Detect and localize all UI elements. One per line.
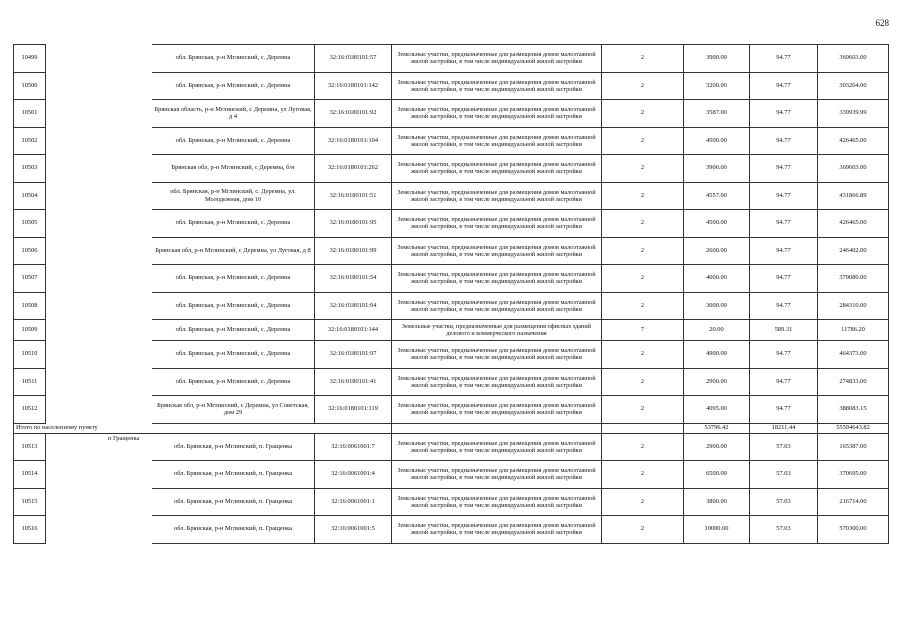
- address-cell: Брянская обл, р-н Мглинский, с Деремна, ул Советская, дом 29: [152, 396, 315, 424]
- land-use-cell: Земельные участки, предназначенные для размещения домов малоэтажной жилой застройки, в том числе индивидуальной жилой застройки: [392, 210, 602, 238]
- rate-cell: 94.77: [750, 72, 818, 100]
- cadastral-number-cell: 32:16:0061001:7: [315, 433, 392, 461]
- rate-cell: 57.03: [750, 488, 818, 516]
- spacer-cell: [46, 100, 152, 128]
- cadastral-value-cell: 165387.00: [818, 433, 889, 461]
- address-cell: обл. Брянская, р-н Мглинский, с. Деремна: [152, 368, 315, 396]
- area-cell: 20.00: [684, 320, 750, 341]
- address-cell: обл. Брянская, р-н Мглинский, с. Деремна: [152, 127, 315, 155]
- group-cell: 2: [602, 127, 684, 155]
- row-number: 10509: [14, 320, 46, 341]
- address-cell: обл. Брянская, р-н Мглинский, п. Гращенка: [152, 516, 315, 544]
- land-use-cell: Земельные участки, предназначенные для размещения домов малоэтажной жилой застройки, в том числе индивидуальной жилой застройки: [392, 292, 602, 320]
- table-row: [14, 127, 889, 155]
- cadastral-value-cell: 369603.00: [818, 155, 889, 183]
- area-cell: 3000.00: [684, 292, 750, 320]
- spacer-cell: [46, 210, 152, 238]
- cadastral-number-cell: 32:16:0180101:94: [315, 292, 392, 320]
- address-cell: Брянская обл, р-н Мглинский, с Деремна, б/н: [152, 155, 315, 183]
- area-cell: 4500.00: [684, 127, 750, 155]
- address-cell: обл. Брянская, р-н Мглинский, с. Деремна, ул. Молодежная, дом 10: [152, 182, 315, 210]
- land-use-cell: Земельные участки, предназначенные для размещения домов малоэтажной жилой застройки, в том числе индивидуальной жилой застройки: [392, 368, 602, 396]
- table-row: [14, 237, 889, 265]
- rate-cell: 94.77: [750, 341, 818, 369]
- table-row: [14, 100, 889, 128]
- group-cell: 7: [602, 320, 684, 341]
- area-cell: 4000.00: [684, 265, 750, 293]
- group-cell: 2: [602, 45, 684, 73]
- area-cell: 3900.00: [684, 45, 750, 73]
- rate-cell: 57.03: [750, 516, 818, 544]
- table-row: [14, 210, 889, 238]
- spacer-cell: [46, 433, 152, 461]
- cadastral-value-cell: 464373.00: [818, 341, 889, 369]
- cadastral-number-cell: 32:16:0180101:95: [315, 210, 392, 238]
- land-use-cell: Земельные участки, предназначенные для размещения домов малоэтажной жилой застройки, в том числе индивидуальной жилой застройки: [392, 182, 602, 210]
- cadastral-number-cell: 32:16:0180101:41: [315, 368, 392, 396]
- total-rate: 18211.44: [750, 423, 818, 433]
- spacer-cell: [46, 320, 152, 341]
- land-use-cell: Земельные участки, предназначенные для размещения домов малоэтажной жилой застройки, в том числе индивидуальной жилой застройки: [392, 488, 602, 516]
- address-cell: обл. Брянская, р-н Мглинский, п. Гращенка: [152, 433, 315, 461]
- row-number: 10506: [14, 237, 46, 265]
- table-row: [14, 341, 889, 369]
- group-cell: 2: [602, 210, 684, 238]
- address-cell: обл. Брянская, р-н Мглинский, с. Деремна: [152, 72, 315, 100]
- table-row: [14, 45, 889, 73]
- rate-cell: 57.03: [750, 461, 818, 489]
- address-cell: Брянская область, р-н Мглинский, с Деремна, ул Луговая, д 4: [152, 100, 315, 128]
- spacer-cell: [46, 341, 152, 369]
- land-use-cell: Земельные участки, предназначенные для размещения домов малоэтажной жилой застройки, в том числе индивидуальной жилой застройки: [392, 100, 602, 128]
- area-cell: 2900.00: [684, 368, 750, 396]
- group-cell: 2: [602, 488, 684, 516]
- address-cell: обл. Брянская, р-н Мглинский, п. Гращенка: [152, 488, 315, 516]
- row-number: 10505: [14, 210, 46, 238]
- table-row: [14, 155, 889, 183]
- cadastral-number-cell: 32:16:0180101:54: [315, 265, 392, 293]
- row-number: 10500: [14, 72, 46, 100]
- cadastral-value-table: [13, 44, 889, 544]
- cadastral-number-cell: 32:16:0180101:97: [315, 341, 392, 369]
- address-cell: Брянская обл, р-н Мглинский, с Деремна, ул Луговая, д 8: [152, 237, 315, 265]
- area-cell: 3587.00: [684, 100, 750, 128]
- cadastral-value-cell: 426465.00: [818, 210, 889, 238]
- cadastral-value-cell: 246402.00: [818, 237, 889, 265]
- cadastral-number-cell: 32:16:0180101:92: [315, 100, 392, 128]
- group-cell: 2: [602, 292, 684, 320]
- land-use-cell: Земельные участки, предназначенные для размещения домов малоэтажной жилой застройки, в том числе индивидуальной жилой застройки: [392, 72, 602, 100]
- area-cell: 6500.00: [684, 461, 750, 489]
- row-number: 10502: [14, 127, 46, 155]
- settlement-total-row: [14, 423, 889, 433]
- area-cell: 2900.00: [684, 433, 750, 461]
- cadastral-value-cell: 388083.15: [818, 396, 889, 424]
- table-row: [14, 72, 889, 100]
- rate-cell: 57.03: [750, 433, 818, 461]
- area-cell: 2600.00: [684, 237, 750, 265]
- spacer-cell: [46, 265, 152, 293]
- total-area: 53796.42: [684, 423, 750, 433]
- table-row: [14, 433, 889, 461]
- spacer-cell: [46, 127, 152, 155]
- table-row: [14, 396, 889, 424]
- cadastral-value-cell: 216714.00: [818, 488, 889, 516]
- cadastral-number-cell: 32:16:0180101:99: [315, 237, 392, 265]
- row-number: 10511: [14, 368, 46, 396]
- total-label: Итого по населенному пункту: [14, 423, 152, 433]
- cadastral-number-cell: 32:16:0180101:144: [315, 320, 392, 341]
- table-row: [14, 461, 889, 489]
- land-use-cell: Земельные участки, предназначенные для размещения домов малоэтажной жилой застройки, в том числе индивидуальной жилой застройки: [392, 45, 602, 73]
- cadastral-number-cell: 32:16:0061001:1: [315, 488, 392, 516]
- cadastral-number-cell: 32:16:0180101:51: [315, 182, 392, 210]
- spacer-cell: [46, 155, 152, 183]
- row-number: 10516: [14, 516, 46, 544]
- table-row: [14, 488, 889, 516]
- spacer-cell: [46, 368, 152, 396]
- rate-cell: 589.31: [750, 320, 818, 341]
- cadastral-number-cell: 32:16:0180101:119: [315, 396, 392, 424]
- land-use-cell: Земельные участки, предназначенные для размещения домов малоэтажной жилой застройки, в том числе индивидуальной жилой застройки: [392, 155, 602, 183]
- area-cell: 3800.00: [684, 488, 750, 516]
- row-number: 10512: [14, 396, 46, 424]
- cadastral-value-cell: 284310.00: [818, 292, 889, 320]
- row-number: 10501: [14, 100, 46, 128]
- spacer-cell: [46, 396, 152, 424]
- cadastral-number-cell: 32:16:0180101:262: [315, 155, 392, 183]
- address-cell: обл. Брянская, р-н Мглинский, с. Деремна: [152, 341, 315, 369]
- land-use-cell: Земельные участки, предназначенные для размещения домов малоэтажной жилой застройки, в том числе индивидуальной жилой застройки: [392, 516, 602, 544]
- cadastral-value-cell: 370695.00: [818, 461, 889, 489]
- area-cell: 4095.00: [684, 396, 750, 424]
- rate-cell: 94.77: [750, 100, 818, 128]
- area-cell: 4500.00: [684, 210, 750, 238]
- total-value: 55594643.82: [818, 423, 889, 433]
- land-use-cell: Земельные участки, предназначенные для размещения домов малоэтажной жилой застройки, в том числе индивидуальной жилой застройки: [392, 341, 602, 369]
- rate-cell: 94.77: [750, 155, 818, 183]
- spacer-cell: [46, 182, 152, 210]
- group-cell: 2: [602, 182, 684, 210]
- spacer-cell: [46, 237, 152, 265]
- rate-cell: 94.77: [750, 292, 818, 320]
- rate-cell: 94.77: [750, 265, 818, 293]
- table-row: [14, 265, 889, 293]
- spacer-cell: [46, 45, 152, 73]
- group-cell: 2: [602, 396, 684, 424]
- group-cell: 2: [602, 341, 684, 369]
- cadastral-value-cell: 570300.00: [818, 516, 889, 544]
- spacer-cell: [46, 516, 152, 544]
- table-row: [14, 368, 889, 396]
- row-number: 10499: [14, 45, 46, 73]
- settlement-name: п Гращенка: [108, 434, 140, 442]
- cadastral-value-cell: 379080.00: [818, 265, 889, 293]
- land-use-cell: Земельные участки, предназначенные для размещения домов малоэтажной жилой застройки, в том числе индивидуальной жилой застройки: [392, 433, 602, 461]
- land-use-cell: Земельные участки, предназначенные для размещения домов малоэтажной жилой застройки, в том числе индивидуальной жилой застройки: [392, 265, 602, 293]
- group-cell: 2: [602, 265, 684, 293]
- cadastral-value-cell: 303264.00: [818, 72, 889, 100]
- cadastral-value-cell: 11786.20: [818, 320, 889, 341]
- land-use-cell: Земельные участки, предназначенные для размещения домов малоэтажной жилой застройки, в том числе индивидуальной жилой застройки: [392, 237, 602, 265]
- row-number: 10510: [14, 341, 46, 369]
- cadastral-value-cell: 426465.00: [818, 127, 889, 155]
- row-number: 10513: [14, 433, 46, 461]
- row-number: 10514: [14, 461, 46, 489]
- address-cell: обл. Брянская, р-н Мглинский, п. Гращенка: [152, 461, 315, 489]
- rate-cell: 94.77: [750, 396, 818, 424]
- group-cell: 2: [602, 155, 684, 183]
- address-cell: обл. Брянская, р-н Мглинский, с. Деремна: [152, 292, 315, 320]
- spacer-cell: [46, 292, 152, 320]
- rate-cell: 94.77: [750, 210, 818, 238]
- group-cell: 2: [602, 516, 684, 544]
- page-number: 628: [875, 18, 889, 28]
- spacer-cell: [46, 488, 152, 516]
- row-number: 10508: [14, 292, 46, 320]
- table-row: [14, 182, 889, 210]
- address-cell: обл. Брянская, р-н Мглинский, с. Деремна: [152, 265, 315, 293]
- spacer-cell: [46, 461, 152, 489]
- land-use-cell: Земельные участки, предназначенные для размещения домов малоэтажной жилой застройки, в том числе индивидуальной жилой застройки: [392, 461, 602, 489]
- address-cell: обл. Брянская, р-н Мглинский, с. Деремна: [152, 210, 315, 238]
- row-number: 10504: [14, 182, 46, 210]
- land-use-cell: Земельные участки, предназначенные для размещения офисных зданий делового и коммерческого назначения: [392, 320, 602, 341]
- cadastral-number-cell: 32:16:0061001:5: [315, 516, 392, 544]
- cadastral-number-cell: 32:16:0180101:57: [315, 45, 392, 73]
- land-use-cell: Земельные участки, предназначенные для размещения домов малоэтажной жилой застройки, в том числе индивидуальной жилой застройки: [392, 127, 602, 155]
- cadastral-value-cell: 431866.89: [818, 182, 889, 210]
- spacer-cell: [46, 72, 152, 100]
- area-cell: 4557.00: [684, 182, 750, 210]
- rate-cell: 94.77: [750, 45, 818, 73]
- group-cell: 2: [602, 368, 684, 396]
- group-cell: 2: [602, 433, 684, 461]
- row-number: 10503: [14, 155, 46, 183]
- table-row: [14, 320, 889, 341]
- group-cell: 2: [602, 100, 684, 128]
- area-cell: 10000.00: [684, 516, 750, 544]
- address-cell: обл. Брянская, р-н Мглинский, с. Деремна: [152, 45, 315, 73]
- rate-cell: 94.77: [750, 237, 818, 265]
- cadastral-number-cell: 32:16:0061001:4: [315, 461, 392, 489]
- cadastral-value-cell: 339939.99: [818, 100, 889, 128]
- group-cell: 2: [602, 237, 684, 265]
- group-cell: 2: [602, 72, 684, 100]
- cadastral-number-cell: 32:16:0180101:104: [315, 127, 392, 155]
- rate-cell: 94.77: [750, 368, 818, 396]
- rate-cell: 94.77: [750, 127, 818, 155]
- area-cell: 3900.00: [684, 155, 750, 183]
- area-cell: 3200.00: [684, 72, 750, 100]
- rate-cell: 94.77: [750, 182, 818, 210]
- group-cell: 2: [602, 461, 684, 489]
- table-row: [14, 292, 889, 320]
- cadastral-value-cell: 274833.00: [818, 368, 889, 396]
- area-cell: 4900.00: [684, 341, 750, 369]
- cadastral-value-cell: 369603.00: [818, 45, 889, 73]
- address-cell: обл. Брянская, р-н Мглинский, с. Деремна: [152, 320, 315, 341]
- row-number: 10507: [14, 265, 46, 293]
- cadastral-number-cell: 32:16:0180101:142: [315, 72, 392, 100]
- row-number: 10515: [14, 488, 46, 516]
- land-use-cell: Земельные участки, предназначенные для размещения домов малоэтажной жилой застройки, в том числе индивидуальной жилой застройки: [392, 396, 602, 424]
- table-row: [14, 516, 889, 544]
